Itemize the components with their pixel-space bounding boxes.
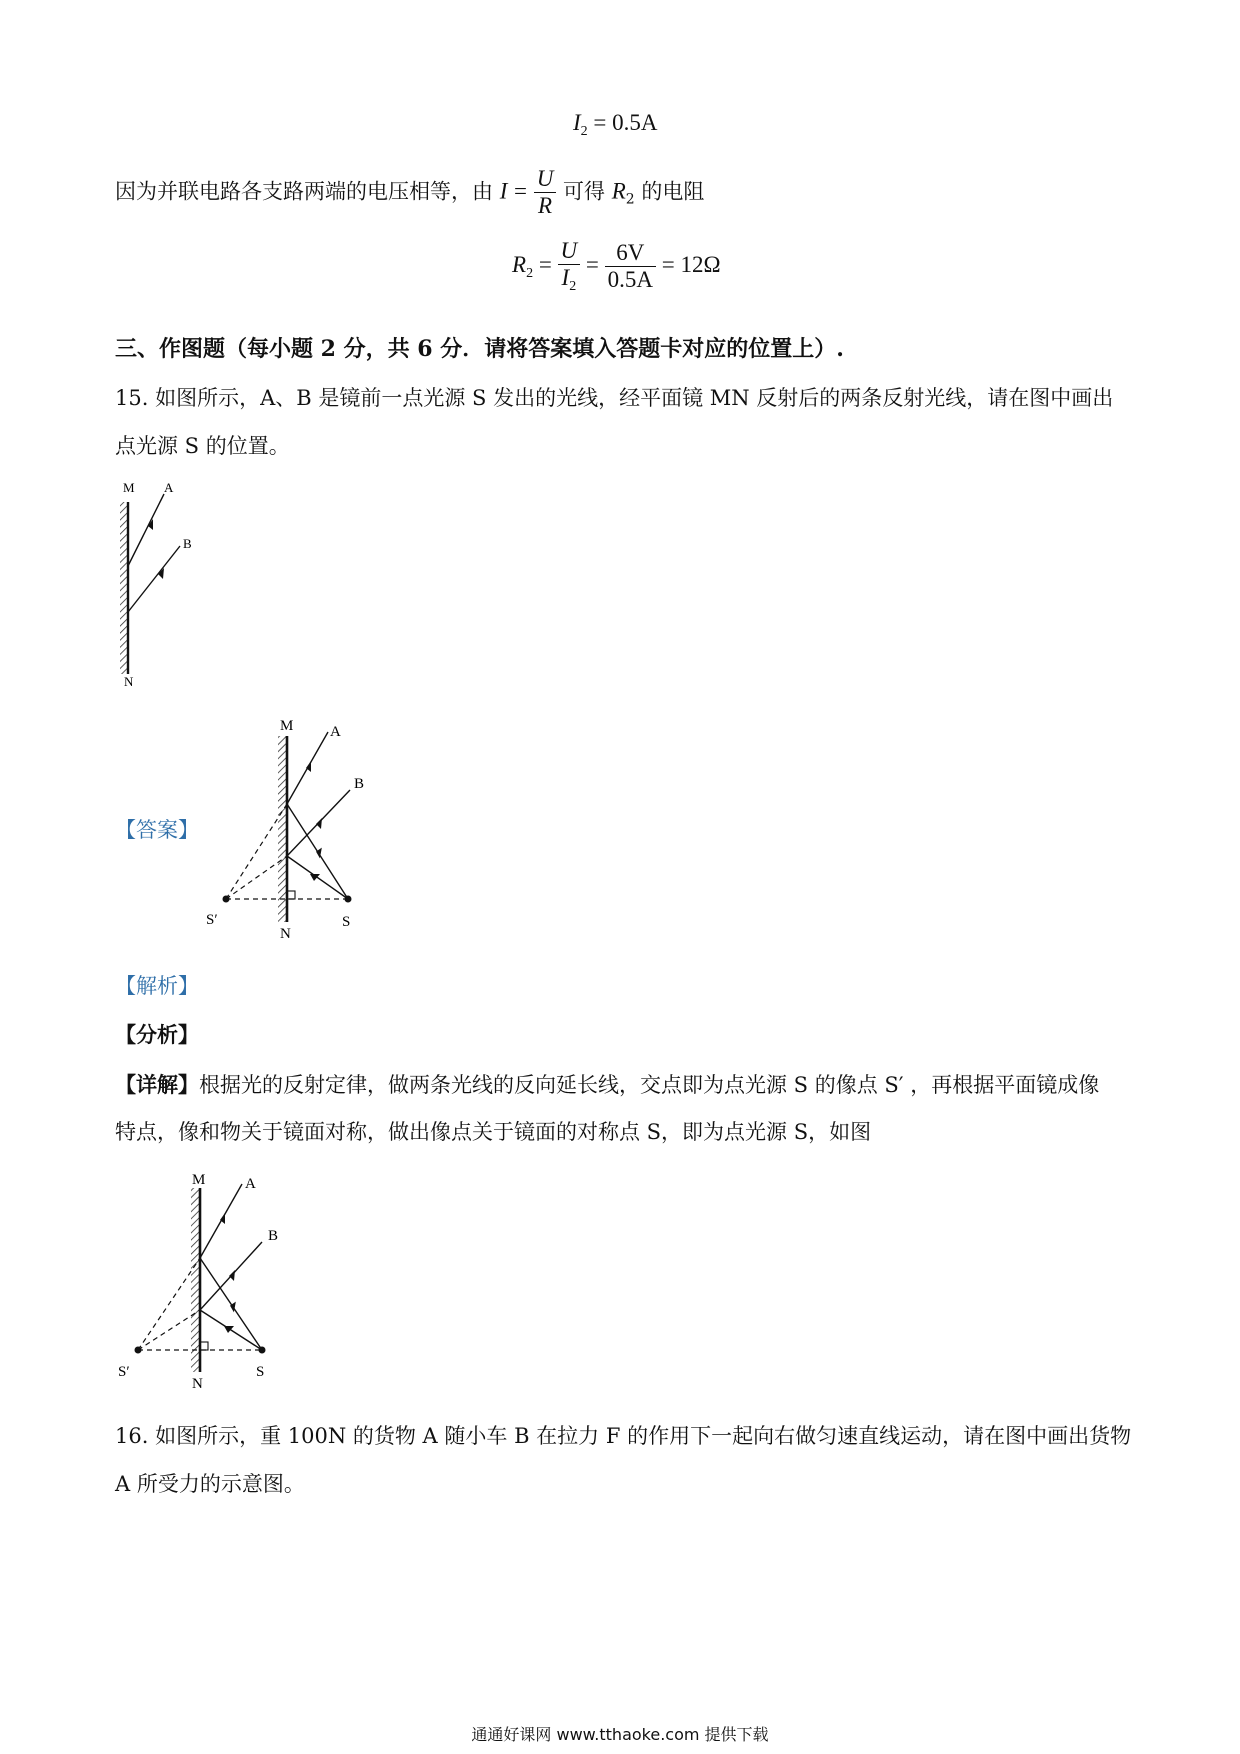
eq1-sub: 2 xyxy=(580,124,588,139)
fraction-6v-over-05a xyxy=(605,240,656,294)
label-a-3: A xyxy=(245,1176,256,1192)
label-n: N xyxy=(124,674,134,689)
q16-line2: A 所受力的示意图。 xyxy=(115,1472,305,1496)
eq2-r: R xyxy=(512,252,527,278)
eq1-rhs: = 0.5A xyxy=(593,110,658,135)
equation-r2 xyxy=(512,238,721,296)
equation-i2 xyxy=(573,110,658,140)
label-m-3: M xyxy=(192,1172,206,1188)
label-s-3: S xyxy=(256,1364,265,1380)
label-b: B xyxy=(183,536,192,551)
sentence-before: 因为并联电路各支路两端的电压相等，由 xyxy=(115,179,493,204)
extension-b-3 xyxy=(138,1310,200,1350)
answer-label: 【答案】 xyxy=(115,818,199,842)
label-n-2: N xyxy=(280,926,291,942)
incident-ray-b-3 xyxy=(200,1310,262,1350)
eq2-den1 xyxy=(558,265,581,295)
label-s-prime-3: S′ xyxy=(118,1364,130,1380)
label-n-3: N xyxy=(192,1376,203,1392)
page-footer: 通通好课网 www.tthaoke.com 提供下载 xyxy=(471,1725,769,1744)
fraction-num: U xyxy=(534,166,557,193)
mirror-hatch-3 xyxy=(191,1188,200,1372)
detail-text1: 根据光的反射定律，做两条光线的反向延长线，交点即为点光源 S 的像点 S′ ，再根据平面镜成像 xyxy=(199,1073,1100,1097)
fraction-u-over-r xyxy=(534,166,557,220)
fraction-u-over-i2 xyxy=(558,238,581,296)
mirror-question-figure xyxy=(112,478,222,690)
incident-ray-a-3 xyxy=(200,1258,262,1350)
label-s-prime-2: S′ xyxy=(206,912,218,928)
ray-b xyxy=(128,546,180,612)
label-a: A xyxy=(164,480,174,495)
ray-a xyxy=(128,494,164,566)
label-b-3: B xyxy=(268,1228,279,1244)
label-a-2: A xyxy=(330,724,341,740)
extension-b xyxy=(226,856,287,899)
label-m-2: M xyxy=(280,718,294,734)
label-b-2: B xyxy=(354,776,365,792)
detail-label: 【详解】 xyxy=(115,1072,199,1097)
eq2-num1: U xyxy=(558,238,581,265)
eq2-den1-i: I xyxy=(561,265,570,291)
symbol-r: R xyxy=(611,178,626,204)
eq1-lhs: I xyxy=(573,110,581,135)
ray-a-3 xyxy=(200,1184,242,1258)
detail-line2: 特点，像和物关于镜面对称，做出像点关于镜面的对称点 S，即为点光源 S，如图 xyxy=(115,1120,872,1144)
eq2-result: = 12Ω xyxy=(661,252,721,278)
ray-b-arrow-2 xyxy=(316,818,322,829)
equals-sign: = xyxy=(514,178,528,204)
fraction-den: R xyxy=(538,193,553,219)
symbol-i: I xyxy=(499,178,508,204)
symbol-r-sub: 2 xyxy=(625,191,635,208)
image-point-dot xyxy=(223,896,230,903)
eq2-eq-2: = xyxy=(585,252,599,278)
fenxi-label: 【分析】 xyxy=(115,1022,199,1047)
extension-a xyxy=(226,804,287,899)
incident-ray-b-arrow-3 xyxy=(224,1326,234,1333)
label-s-2: S xyxy=(342,914,351,930)
ohm-law-sentence xyxy=(115,166,704,220)
mirror-hatch-2 xyxy=(278,736,287,922)
analysis-label: 【解析】 xyxy=(115,974,199,998)
source-point-dot-3 xyxy=(259,1347,266,1354)
mirror-detail-figure xyxy=(112,1170,312,1392)
q15-line1: 15. 如图所示，A、B 是镜前一点光源 S 发出的光线，经平面镜 MN 反射后的两条反射光线，请在图中画出 xyxy=(115,386,1114,410)
sentence-after-a: 可得 xyxy=(563,179,606,204)
incident-ray-b xyxy=(287,856,348,899)
mirror-answer-figure xyxy=(200,716,400,944)
label-m: M xyxy=(123,480,135,495)
detail-line1 xyxy=(115,1072,1099,1098)
q15-line2: 点光源 S 的位置。 xyxy=(115,434,290,458)
q16-line1: 16. 如图所示，重 100N 的货物 A 随小车 B 在拉力 F 的作用下一起向右做匀速直线运动，请在图中画出货物 xyxy=(115,1424,1132,1448)
eq2-num2: 6V xyxy=(605,240,656,267)
extension-a-3 xyxy=(138,1258,200,1350)
eq2-eq: = xyxy=(538,252,552,278)
eq2-den2: 0.5A xyxy=(607,267,654,293)
section-heading: 三、作图题（每小题 2 分，共 6 分．请将答案填入答题卡对应的位置上）. xyxy=(115,336,844,362)
image-point-dot-3 xyxy=(135,1347,142,1354)
eq2-r-sub: 2 xyxy=(526,266,534,282)
source-point-dot xyxy=(345,896,352,903)
eq2-den1-sub: 2 xyxy=(569,279,577,295)
ray-b-arrow-3 xyxy=(229,1270,235,1281)
sentence-after-b: 的电阻 xyxy=(641,179,705,204)
